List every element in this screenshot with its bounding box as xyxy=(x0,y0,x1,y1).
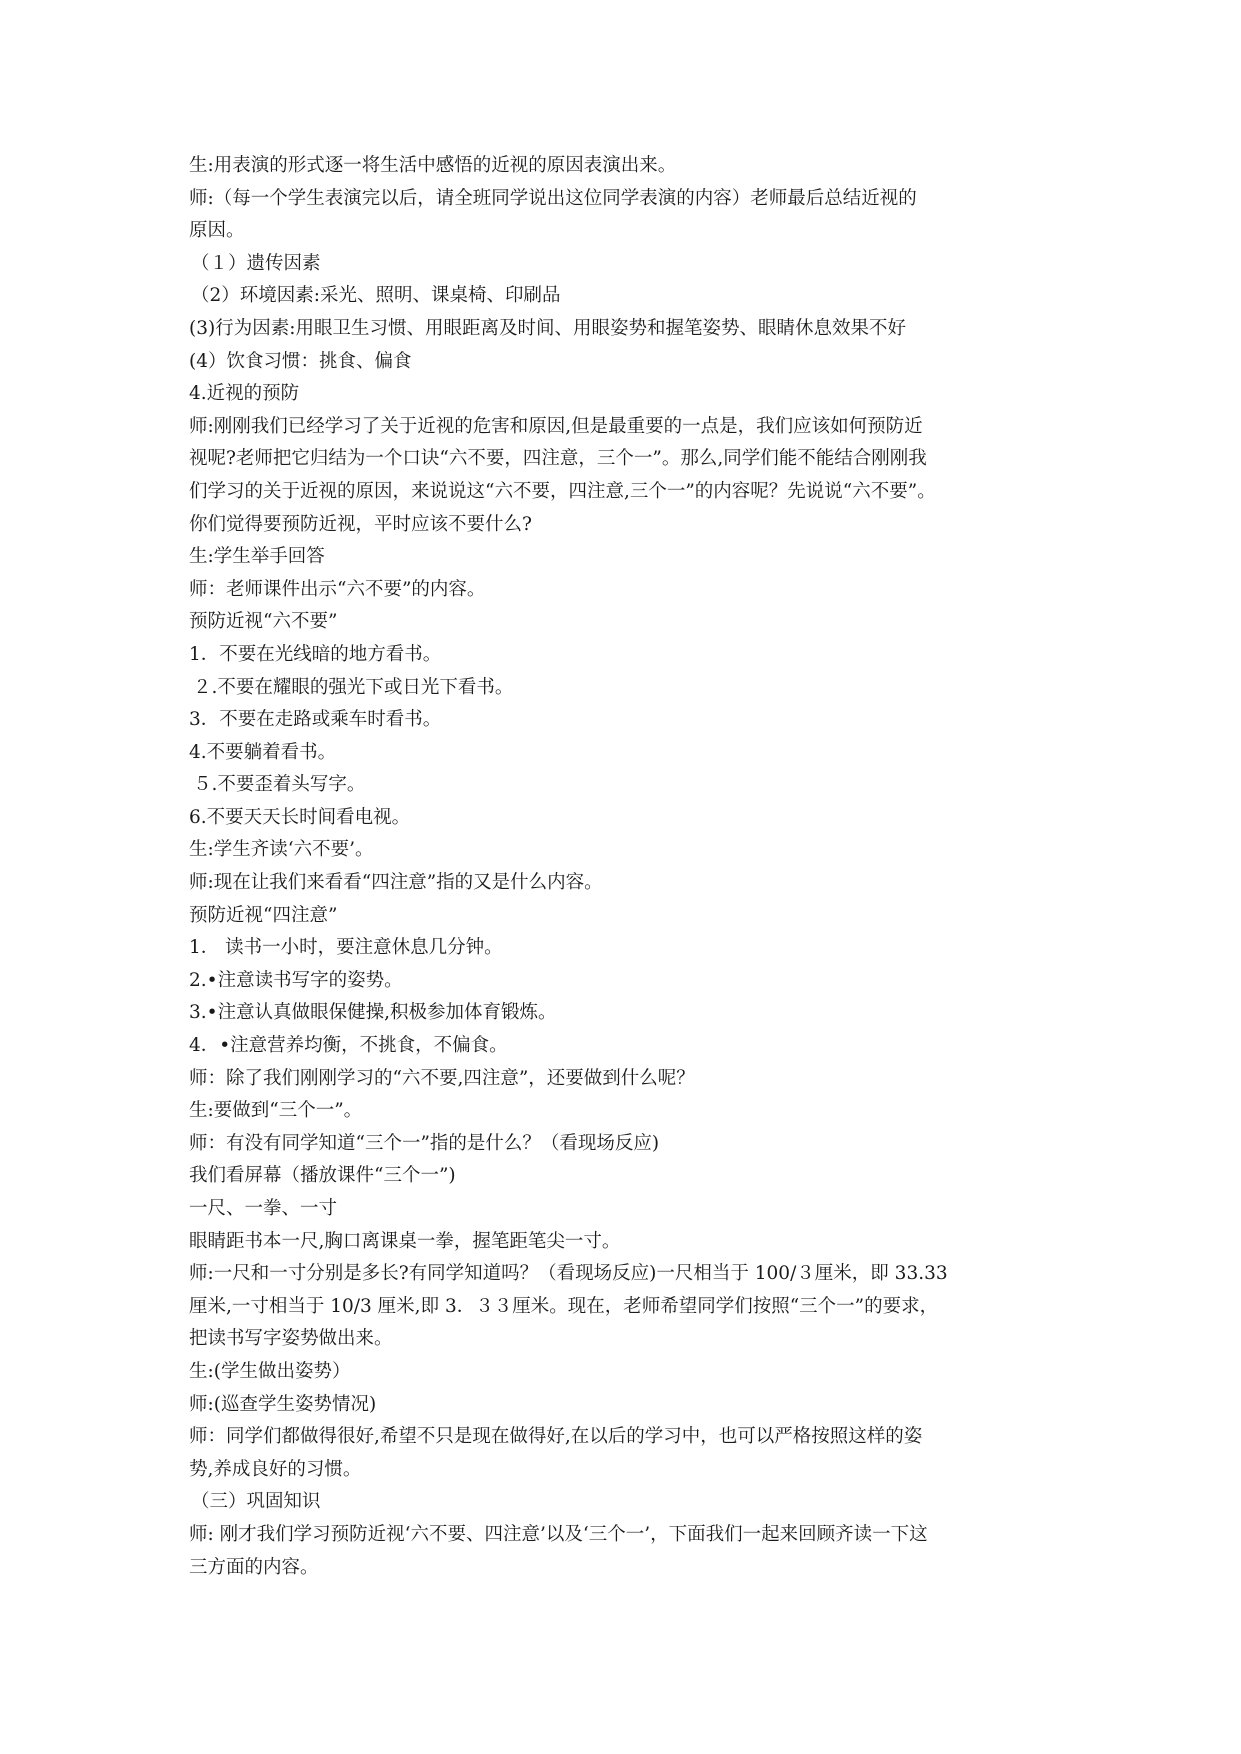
text-line: 师:现在让我们来看看“四注意”指的又是什么内容。 xyxy=(189,872,603,894)
text-line: (3)行为因素:用眼卫生习惯、用眼距离及时间、用眼姿势和握笔姿势、眼睛休息效果不好 xyxy=(189,317,906,339)
list-item: 1． 读书一小时，要注意休息几分钟。 xyxy=(189,937,503,959)
text-line: 我们看屏幕（播放课件“三个一”) xyxy=(189,1165,456,1187)
text-line: (4）饮食习惯：挑食、偏食 xyxy=(189,350,412,372)
text-line: 厘米,一寸相当于 10/3 厘米,即 3．３３厘米。现在，老师希望同学们按照“三个一”的要求， xyxy=(189,1295,939,1317)
list-item: 3．不要在走路或乘车时看书。 xyxy=(189,709,442,731)
section-heading: 4.近视的预防 xyxy=(189,383,300,405)
list-item: 1．不要在光线暗的地方看书。 xyxy=(189,643,442,665)
text-line: 把读书写字姿势做出来。 xyxy=(189,1328,393,1350)
text-line: 势,养成良好的习惯。 xyxy=(189,1458,362,1480)
list-item: ５.不要歪着头写字。 xyxy=(193,774,366,796)
text-line: 视呢?老师把它归结为一个口诀“六不要，四注意，三个一”。那么,同学们能不能结合刚刚我 xyxy=(189,448,927,470)
text-line: 眼睛距书本一尺,胸口离课桌一拳，握笔距笔尖一寸。 xyxy=(189,1230,621,1252)
text-line: （１）遗传因素 xyxy=(191,252,321,274)
text-line: 原因。 xyxy=(189,220,245,242)
section-heading: （三）巩固知识 xyxy=(191,1491,321,1513)
text-line: 生:用表演的形式逐一将生活中感悟的近视的原因表演出来。 xyxy=(189,155,677,176)
list-item: 3.•注意认真做眼保健操,积极参加体育锻炼。 xyxy=(189,1002,557,1024)
list-item: 4.不要躺着看书。 xyxy=(189,741,337,763)
text-line: 们学习的关于近视的原因，来说说这“六不要，四注意,三个一”的内容呢？先说说“六不要”。 xyxy=(189,480,936,502)
text-line: 三方面的内容。 xyxy=(189,1556,319,1578)
document-body xyxy=(189,150,1069,1584)
text-line: 师：同学们都做得很好,希望不只是现在做得好,在以后的学习中，也可以严格按照这样的姿 xyxy=(189,1426,923,1448)
text-line: 生:学生举手回答 xyxy=(189,546,325,568)
text-line: 生:学生齐读‘六不要’。 xyxy=(189,839,374,861)
text-line: 一尺、一拳、一寸 xyxy=(189,1198,338,1219)
text-line: （2）环境因素:采光、照明、课桌椅、印刷品 xyxy=(191,285,561,307)
list-item: ２.不要在耀眼的强光下或日光下看书。 xyxy=(193,676,514,698)
list-heading: 预防近视“六不要” xyxy=(189,611,338,633)
list-item: 2.•注意读书写字的姿势。 xyxy=(189,969,403,991)
text-line: 师：除了我们刚刚学习的“六不要,四注意”，还要做到什么呢？ xyxy=(189,1067,695,1089)
text-line: 师: 刚才我们学习预防近视‘六不要、四注意’以及‘三个一’，下面我们一起来回顾齐读一下这 xyxy=(189,1523,928,1545)
text-line: 师:刚刚我们已经学习了关于近视的危害和原因,但是最重要的一点是，我们应该如何预防近 xyxy=(189,415,923,437)
text-line: 师:(巡查学生姿势情况) xyxy=(189,1393,377,1415)
list-item: 4．•注意营养均衡，不挑食，不偏食。 xyxy=(189,1035,508,1057)
text-line: 生:要做到“三个一”。 xyxy=(189,1100,363,1122)
text-line: 师:（每一个学生表演完以后，请全班同学说出这位同学表演的内容）老师最后总结近视的 xyxy=(189,187,917,209)
list-item: 6.不要天天长时间看电视。 xyxy=(189,806,411,828)
text-line: 生:(学生做出姿势） xyxy=(189,1360,351,1382)
list-heading: 预防近视“四注意” xyxy=(189,904,338,926)
text-line: 师：老师课件出示“六不要”的内容。 xyxy=(189,578,486,600)
text-line: 师：有没有同学知道“三个一”指的是什么？（看现场反应) xyxy=(189,1132,660,1154)
text-line: 你们觉得要预防近视，平时应该不要什么? xyxy=(189,513,532,535)
text-line: 师:一尺和一寸分别是多长?有同学知道吗？（看现场反应)一尺相当于 100/３厘米，即 33.33 xyxy=(189,1263,948,1285)
